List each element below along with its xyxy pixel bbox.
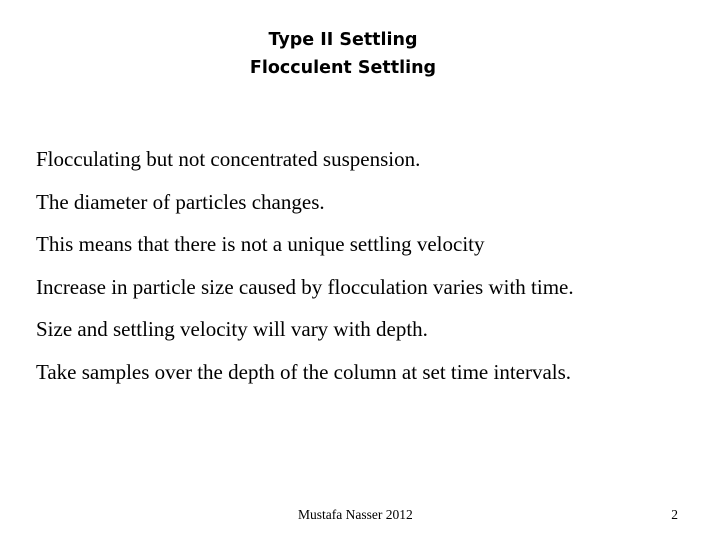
bullet-item: Size and settling velocity will vary with depth. [36, 317, 428, 341]
slide-number: 2 [671, 507, 678, 522]
bullet-item: Increase in particle size caused by flocculation varies with time. [36, 274, 574, 299]
slide-title [0, 26, 686, 82]
title-line-primary: Type II Settling [268, 30, 418, 50]
bullet-item: Take samples over the depth of the column at set time intervals. [36, 359, 572, 384]
bullet-item: This means that there is not a unique settling velocity [36, 232, 485, 256]
bullet-list [36, 138, 706, 393]
footer-credit: Mustafa Nasser 2012 [298, 507, 413, 522]
bullet-item: The diameter of particles changes. [36, 189, 325, 214]
title-line-secondary: Flocculent Settling [249, 58, 437, 78]
bullet-item: Flocculating but not concentrated suspension. [36, 147, 421, 171]
